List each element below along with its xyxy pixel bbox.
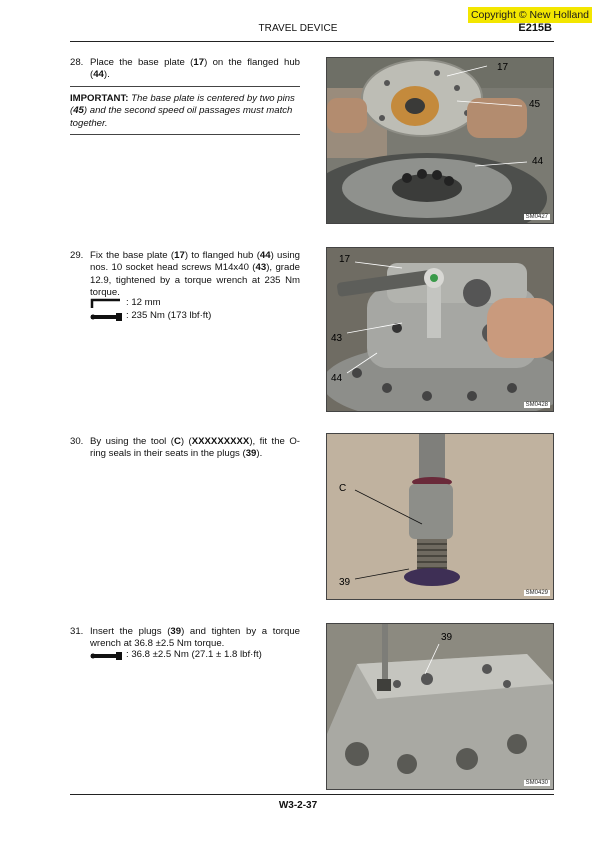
spec-torque: : 36.8 ±2.5 Nm (27.1 ± 1.8 lbf·ft) (126, 649, 262, 660)
step-text: Fix the base plate (17) to flanged hub (44) using nos. 10 socket head screws M14x40 (43), grade 12.9, tightened by a torque wrench at 235 Nm torque. (90, 250, 300, 299)
important-note (70, 86, 300, 135)
step-text: By using the tool (C) (XXXXXXXXX), fit the O-ring seals in their seats in the plugs (39). (90, 436, 300, 460)
photo-code: SM0429 (525, 590, 548, 596)
callout-39: 39 (441, 632, 453, 643)
photo-base-plate-illustration (327, 58, 554, 224)
photo-step-30 (326, 433, 554, 600)
step-text: Place the base plate (17) on the flanged hub (44). (90, 57, 300, 81)
torque-wrench-icon (90, 312, 124, 322)
section-title: TRAVEL DEVICE (258, 23, 338, 34)
callout-43: 43 (331, 333, 343, 344)
photo-step-31 (326, 623, 554, 790)
photo-torque-wrench-illustration (327, 248, 554, 412)
step-29 (70, 250, 300, 300)
spec-torque: : 235 Nm (173 lbf·ft) (126, 310, 212, 321)
callout-44: 44 (532, 156, 544, 167)
step-text: Insert the plugs (39) and tighten by a torque wrench at 36.8 ±2.5 Nm torque. (90, 626, 300, 650)
important-label: IMPORTANT: (70, 93, 129, 104)
callout-39: 39 (339, 577, 351, 588)
footer-divider (70, 794, 554, 795)
photo-step-28 (326, 57, 554, 224)
photo-code: SM0428 (525, 402, 548, 408)
photo-code: SM0430 (525, 780, 548, 786)
photo-valve-block-illustration (327, 624, 554, 790)
photo-code: SM0427 (525, 214, 548, 220)
copyright-badge: Copyright © New Holland (468, 7, 592, 23)
callout-17: 17 (497, 62, 509, 73)
step-number: 30. (70, 436, 84, 447)
torque-wrench-icon (90, 651, 124, 661)
model-code: E215B (518, 22, 552, 34)
spec-wrench-size: : 12 mm (126, 297, 161, 308)
step-28 (70, 57, 300, 82)
callout-C: C (339, 483, 347, 494)
callout-44: 44 (331, 373, 343, 384)
step-number: 29. (70, 250, 84, 261)
step-number: 31. (70, 626, 84, 637)
callout-17: 17 (339, 254, 351, 265)
photo-oring-tool-illustration (327, 434, 554, 600)
important-text: The base plate is centered by two pins (45) and the second speed oil passages must match together. (70, 93, 295, 129)
step-number: 28. (70, 57, 84, 68)
header-divider (70, 41, 554, 42)
page-number: W3-2-37 (278, 800, 318, 811)
photo-step-29 (326, 247, 554, 412)
callout-45: 45 (529, 99, 541, 110)
step-31 (70, 626, 300, 651)
hex-key-icon (90, 297, 122, 309)
step-30 (70, 436, 300, 461)
